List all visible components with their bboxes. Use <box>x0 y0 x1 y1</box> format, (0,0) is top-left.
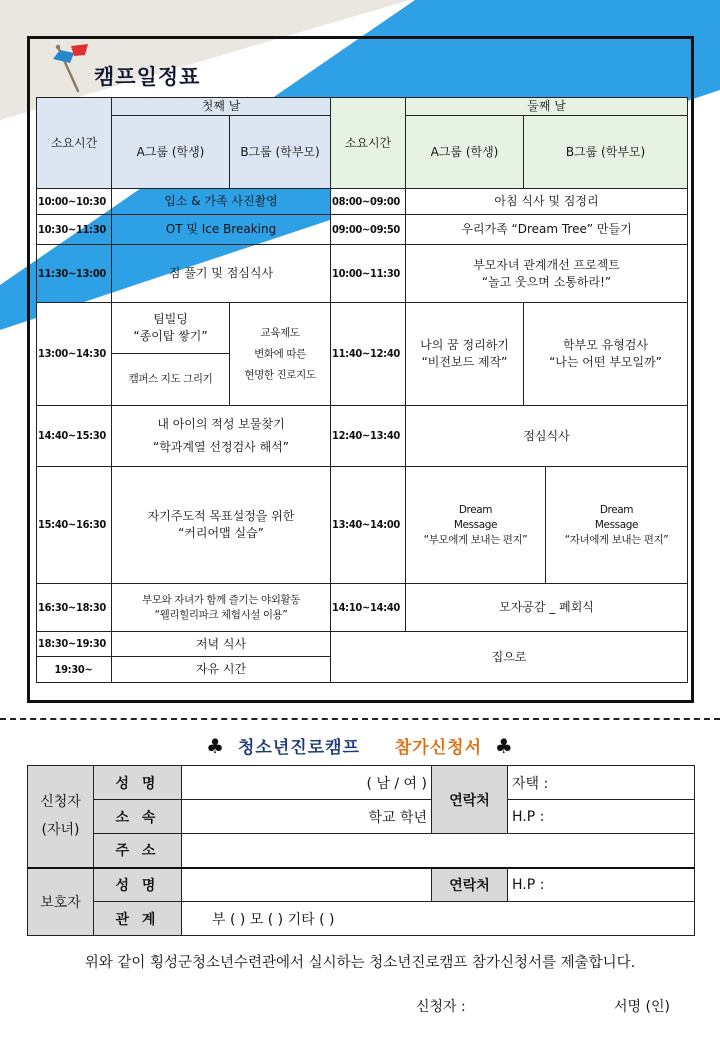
header-group-a-day1: A그룹 (학생) <box>112 116 230 189</box>
activity-cell <box>112 406 331 467</box>
name-label: 성 명 <box>94 766 182 800</box>
activity-line: “자녀에게 보내는 편지” <box>564 534 669 546</box>
activity-line: Message <box>453 518 498 531</box>
activity-cell <box>112 467 331 584</box>
header-duration-day2: 소요시간 <box>331 98 406 189</box>
club-icon: ♣ <box>206 734 226 758</box>
activity-line: “학과계열 선정검사 해석” <box>153 440 289 455</box>
activity-cell <box>406 467 546 584</box>
activity-line: Dream <box>599 503 634 516</box>
time-cell: 14:40~15:30 <box>37 406 112 467</box>
activity-cell <box>112 303 230 354</box>
relation-field[interactable]: 부 ( ) 모 ( ) 기타 ( ) <box>182 902 695 936</box>
table-row <box>37 584 688 632</box>
activity-line: “비전보드 제작” <box>421 355 508 370</box>
home-phone-field[interactable]: 자택 : <box>508 766 695 800</box>
activity-cell: 저녁 식사 <box>112 632 331 657</box>
header-group-a-day2: A그룹 (학생) <box>406 116 524 189</box>
table-row <box>37 189 688 215</box>
activity-line: 자기주도적 목표설정을 위한 <box>147 509 295 523</box>
guardian-name-field[interactable] <box>182 868 432 902</box>
schedule-title-area <box>44 45 200 93</box>
activity-cell: 아침 식사 및 짐정리 <box>406 189 688 215</box>
time-cell: 19:30~ <box>37 657 112 683</box>
table-row <box>37 406 688 467</box>
activity-line: “웰리힐리파크 체험시설 이용” <box>154 608 288 621</box>
relation-label: 관 계 <box>94 902 182 936</box>
activity-cell <box>406 245 688 303</box>
application-form <box>27 765 695 936</box>
time-cell: 10:30~11:30 <box>37 215 112 245</box>
header-group-b-day1: B그룹 (학부모) <box>230 116 331 189</box>
activity-line: 팀빌딩 <box>153 312 188 326</box>
activity-cell <box>406 303 524 406</box>
schedule-table <box>36 97 688 683</box>
activity-cell <box>230 303 331 406</box>
time-cell: 15:40~16:30 <box>37 467 112 584</box>
time-cell: 16:30~18:30 <box>37 584 112 632</box>
time-cell: 13:00~14:30 <box>37 303 112 406</box>
time-cell: 13:40~14:00 <box>331 467 406 584</box>
time-cell: 14:10~14:40 <box>331 584 406 632</box>
activity-line: “놀고 웃으며 소통하라!” <box>481 274 612 289</box>
activity-cell: 자유 시간 <box>112 657 331 683</box>
header-duration-day1: 소요시간 <box>37 98 112 189</box>
activity-line: 부모자녀 관계개선 프로젝트 <box>473 257 620 272</box>
guardian-hp-field[interactable]: H.P : <box>508 868 695 902</box>
activity-line: “부모에게 보내는 편지” <box>423 534 528 546</box>
activity-cell <box>546 467 688 584</box>
contact-label: 연락처 <box>432 766 508 834</box>
activity-line: “종이탑 쌓기” <box>133 329 208 344</box>
header-day2: 둘째 날 <box>406 98 688 116</box>
signature-field[interactable]: 서명 (인) <box>614 999 670 1015</box>
sign-label: 신청자 : <box>416 999 466 1015</box>
activity-line: Message <box>594 518 639 531</box>
activity-line: 내 아이의 적성 보물찾기 <box>157 417 285 431</box>
activity-cell: 캠퍼스 지도 그리기 <box>112 354 230 406</box>
activity-line: 학부모 유형검사 <box>563 338 648 352</box>
activity-cell <box>112 584 331 632</box>
time-cell: 11:40~12:40 <box>331 303 406 406</box>
schedule-title: 캠프일정표 <box>94 65 201 89</box>
activity-line: 부모와 자녀가 함께 즐기는 야외활동 <box>142 593 300 606</box>
activity-line: 교육제도 <box>260 326 300 339</box>
activity-cell: OT 및 Ice Breaking <box>112 215 331 245</box>
activity-cell: 짐 풀기 및 점심식사 <box>112 245 331 303</box>
header-group-b-day2: B그룹 (학부모) <box>524 116 688 189</box>
applicant-label <box>28 766 94 868</box>
activity-cell: 입소 & 가족 사진촬영 <box>112 189 331 215</box>
time-cell: 10:00~10:30 <box>37 189 112 215</box>
form-title-sub: 참가신청서 <box>394 738 482 758</box>
time-cell: 09:00~09:50 <box>331 215 406 245</box>
time-cell: 18:30~19:30 <box>37 632 112 657</box>
guardian-label: 보호자 <box>28 868 94 936</box>
header-day1: 첫째 날 <box>112 98 331 116</box>
declaration-text: 위와 같이 횡성군청소년수련관에서 실시하는 청소년진로캠프 참가신청서를 제출합니다. <box>84 955 636 971</box>
time-cell: 08:00~09:00 <box>331 189 406 215</box>
affiliation-label: 소 속 <box>94 800 182 834</box>
table-row <box>37 245 688 303</box>
activity-line: 나의 꿈 정리하기 <box>420 338 509 352</box>
guardian-contact-label: 연락처 <box>432 868 508 902</box>
time-cell: 12:40~13:40 <box>331 406 406 467</box>
activity-line: “나는 어떤 부모일까” <box>549 355 662 370</box>
schedule-frame <box>27 36 694 703</box>
time-cell: 10:00~11:30 <box>331 245 406 303</box>
guardian-name-label: 성 명 <box>94 868 182 902</box>
applicant-label-line: 신청자 <box>40 794 81 811</box>
club-icon: ♣ <box>494 734 514 758</box>
table-row <box>37 467 688 584</box>
school-grade-field[interactable]: 학교 학년 <box>182 800 432 834</box>
table-row <box>37 215 688 245</box>
activity-cell: 집으로 <box>331 632 688 683</box>
address-label: 주 소 <box>94 834 182 868</box>
activity-line: 변화에 따른 <box>254 347 306 360</box>
applicant-hp-field[interactable]: H.P : <box>508 800 695 834</box>
time-cell: 11:30~13:00 <box>37 245 112 303</box>
dashed-cut-line <box>0 718 720 720</box>
activity-line: 현명한 진로지도 <box>244 369 316 381</box>
form-title-main: 청소년진로캠프 <box>237 738 360 758</box>
table-row <box>37 632 688 657</box>
form-title <box>0 733 720 758</box>
table-row <box>37 303 688 354</box>
address-field[interactable] <box>182 834 695 868</box>
activity-line: Dream <box>458 503 493 516</box>
activity-cell: 모자공감 _ 폐회식 <box>406 584 688 632</box>
activity-line: “커리어맵 실습” <box>178 526 264 541</box>
activity-cell: 우리가족 “Dream Tree” 만들기 <box>406 215 688 245</box>
activity-cell: 점심식사 <box>406 406 688 467</box>
activity-cell <box>524 303 688 406</box>
applicant-name-field[interactable]: ( 남 / 여 ) <box>182 766 432 800</box>
applicant-label-line: (자녀) <box>41 822 80 839</box>
flag-icon <box>44 43 100 93</box>
